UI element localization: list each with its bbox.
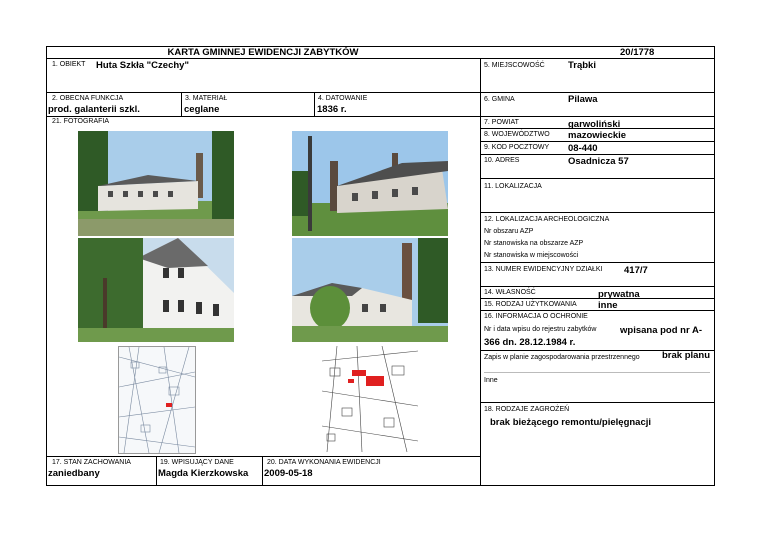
rejestr-value-2: 366 dn. 28.12.1984 r. [484,337,576,348]
wlasnosc-value: prywatna [598,289,640,300]
right-divider-gmina [480,92,715,93]
map-overview [118,346,196,454]
lokalizacja-label: 11. LOKALIZACJA [484,183,542,190]
wpisujacy-value: Magda Kierzkowska [158,468,249,479]
right-divider-wlasnosc [480,286,715,287]
right-divider-lokalizacja [480,178,715,179]
wojewodztwo-value: mazowieckie [568,130,627,141]
left-row-divider-1 [46,92,480,93]
left-cell-divider-2 [314,92,315,116]
stan-label: 17. STAN ZACHOWANIA [52,459,131,466]
left-row-divider-2 [46,116,480,117]
left-bottom-divider [46,456,480,457]
data-value: 2009-05-18 [264,468,313,479]
miejscowosc-label: 5. MIEJSCOWOŚĆ [484,62,545,69]
plan-value: brak planu [662,350,711,361]
photo-factory-chimney [292,131,448,236]
wojewodztwo-label: 8. WOJEWÓDZTWO [484,131,550,138]
left-bottom-cell-2 [262,456,263,486]
map-detail [322,346,418,452]
zagrozenia-label: 18. RODZAJE ZAGROŻEŃ [484,406,570,413]
gmina-label: 6. GMINA [484,96,515,103]
datowanie-label: 4. DATOWANIE [318,95,368,102]
rejestr-value: wpisana pod nr A- [620,325,702,336]
material-label: 3. MATERIAŁ [185,95,228,102]
stan-value: zaniedbany [48,468,100,479]
zagrozenia-value: brak bieżącego remontu/pielęgnacji [490,417,652,428]
plan-label: Zapis w planie zagospodarowania przestrzennego [484,354,640,361]
archeo-label: 12. LOKALIZACJA ARCHEOLOGICZNA [484,216,610,223]
right-divider-inne [484,372,710,373]
right-divider-adres [480,154,715,155]
right-divider-ochrona [480,310,715,311]
data-label: 20. DATA WYKONANIA EWIDENCJI [267,459,381,466]
obiekt-value: Huta Szkła "Czechy" [96,60,189,71]
miejscowosc-value: Trąbki [568,60,596,71]
kod-label: 9. KOD POCZTOWY [484,144,550,151]
funkcja-value: prod. galanterii szkl. [48,104,140,115]
gmina-value: Pilawa [568,94,598,105]
datowanie-value: 1836 r. [317,104,347,115]
card-title: KARTA GMINNEJ EWIDENCJI ZABYTKÓW [167,47,359,58]
right-divider-zagrozenia [480,402,715,403]
material-value: ceglane [184,104,220,115]
right-divider-woj [480,128,715,129]
fotografia-label: 21. FOTOGRAFIA [52,118,110,125]
obiekt-label: 1. OBIEKT [52,61,86,68]
ochrona-label: 16. INFORMACJA O OCHRONIE [484,313,588,320]
right-divider-archeo [480,212,715,213]
column-divider [480,58,481,486]
adres-label: 10. ADRES [484,157,520,164]
inne-label: Inne [484,377,498,384]
left-bottom-cell-1 [156,456,157,486]
archeo-line-3: Nr stanowiska w miejscowości [484,252,579,259]
header-divider [46,58,715,59]
kod-value: 08-440 [568,143,598,154]
archeo-line-2: Nr stanowiska na obszarze AZP [484,240,584,247]
photo-factory-park [292,238,448,342]
uzytkowanie-value: inne [598,300,618,311]
card-number: 20/1778 [620,47,655,58]
dzialka-value: 417/7 [624,265,648,276]
photo-factory-side [78,238,234,342]
dzialka-label: 13. NUMER EWIDENCYJNY DZIAŁKI [484,266,603,273]
right-divider-uzytkowanie [480,298,715,299]
rejestr-label: Nr i data wpisu do rejestru zabytków [484,326,597,333]
funkcja-label: 2. OBECNA FUNKCJA [52,95,124,102]
uzytkowanie-label: 15. RODZAJ UŻYTKOWANIA [484,301,577,308]
powiat-label: 7. POWIAT [484,119,519,126]
adres-value: Osadnicza 57 [568,156,629,167]
right-divider-dzialka [480,262,715,263]
powiat-value: garwoliński [568,119,621,130]
wpisujacy-label: 19. WPISUJĄCY DANE [160,459,234,466]
right-divider-kod [480,141,715,142]
left-cell-divider-1 [181,92,182,116]
right-divider-powiat [480,116,715,117]
photo-factory-front [78,131,234,236]
wlasnosc-label: 14. WŁASNOŚĆ [484,289,536,296]
archeo-line-1: Nr obszaru AZP [484,228,534,235]
